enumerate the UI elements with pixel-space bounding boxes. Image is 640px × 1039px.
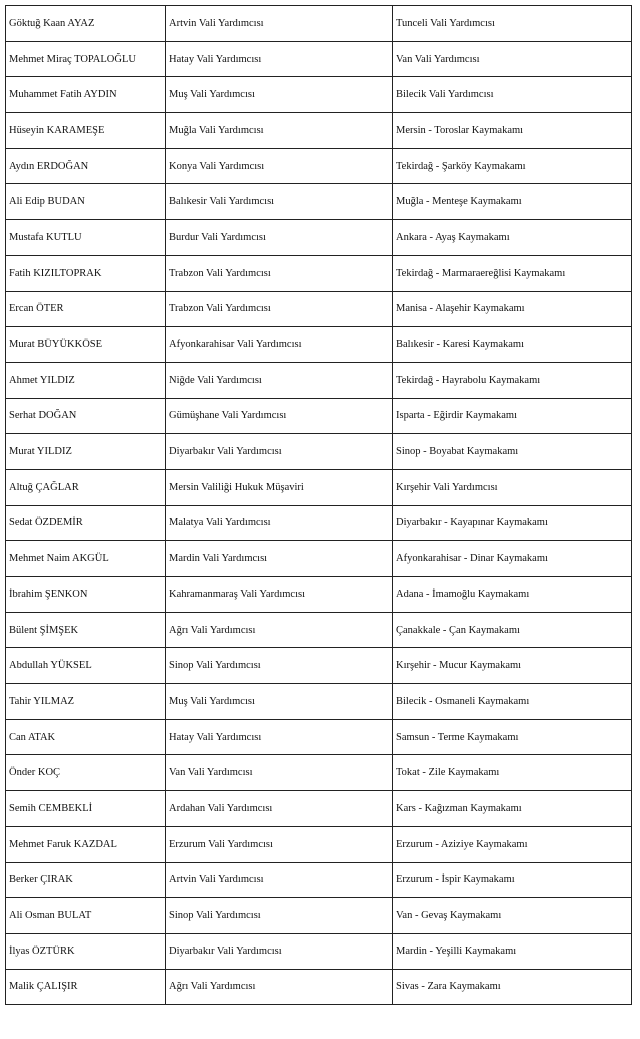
person-name-cell: Önder KOÇ (6, 755, 166, 791)
previous-post-cell: Hatay Vali Yardımcısı (166, 41, 393, 77)
previous-post-cell: Burdur Vali Yardımcısı (166, 220, 393, 256)
table-row (6, 41, 632, 77)
table-row (6, 755, 632, 791)
new-post-cell: Manisa - Alaşehir Kaymakamı (393, 291, 632, 327)
table-row (6, 862, 632, 898)
table-row (6, 505, 632, 541)
new-post-cell: Tokat - Zile Kaymakamı (393, 755, 632, 791)
new-post-cell: Van - Gevaş Kaymakamı (393, 898, 632, 934)
table-row (6, 648, 632, 684)
table-row (6, 220, 632, 256)
person-name-cell: Mehmet Naim AKGÜL (6, 541, 166, 577)
person-name-cell: Mehmet Miraç TOPALOĞLU (6, 41, 166, 77)
table-row (6, 255, 632, 291)
table-row (6, 113, 632, 149)
person-name-cell: Aydın ERDOĞAN (6, 148, 166, 184)
person-name-cell: Hüseyin KARAMEŞE (6, 113, 166, 149)
new-post-cell: Adana - İmamoğlu Kaymakamı (393, 577, 632, 613)
person-name-cell: Bülent ŞİMŞEK (6, 612, 166, 648)
previous-post-cell: Artvin Vali Yardımcısı (166, 6, 393, 42)
new-post-cell: Mardin - Yeşilli Kaymakamı (393, 933, 632, 969)
table-row (6, 77, 632, 113)
previous-post-cell: Mardin Vali Yardımcısı (166, 541, 393, 577)
previous-post-cell: Erzurum Vali Yardımcısı (166, 826, 393, 862)
appointments-table-body (6, 6, 632, 1005)
previous-post-cell: Ağrı Vali Yardımcısı (166, 969, 393, 1005)
person-name-cell: Abdullah YÜKSEL (6, 648, 166, 684)
appointments-table (5, 5, 632, 1005)
person-name-cell: Serhat DOĞAN (6, 398, 166, 434)
table-row (6, 577, 632, 613)
previous-post-cell: Muş Vali Yardımcısı (166, 77, 393, 113)
table-row (6, 969, 632, 1005)
table-row (6, 327, 632, 363)
person-name-cell: Tahir YILMAZ (6, 684, 166, 720)
table-row (6, 362, 632, 398)
table-row (6, 148, 632, 184)
new-post-cell: Ankara - Ayaş Kaymakamı (393, 220, 632, 256)
person-name-cell: Murat BÜYÜKKÖSE (6, 327, 166, 363)
person-name-cell: Semih CEMBEKLİ (6, 791, 166, 827)
new-post-cell: Sivas - Zara Kaymakamı (393, 969, 632, 1005)
previous-post-cell: Malatya Vali Yardımcısı (166, 505, 393, 541)
person-name-cell: Ercan ÖTER (6, 291, 166, 327)
new-post-cell: Sinop - Boyabat Kaymakamı (393, 434, 632, 470)
new-post-cell: Van Vali Yardımcısı (393, 41, 632, 77)
table-row (6, 684, 632, 720)
person-name-cell: Fatih KIZILTOPRAK (6, 255, 166, 291)
person-name-cell: İlyas ÖZTÜRK (6, 933, 166, 969)
person-name-cell: Ali Osman BULAT (6, 898, 166, 934)
previous-post-cell: Sinop Vali Yardımcısı (166, 648, 393, 684)
person-name-cell: Göktuğ Kaan AYAZ (6, 6, 166, 42)
new-post-cell: Bilecik Vali Yardımcısı (393, 77, 632, 113)
new-post-cell: Bilecik - Osmaneli Kaymakamı (393, 684, 632, 720)
previous-post-cell: Niğde Vali Yardımcısı (166, 362, 393, 398)
new-post-cell: Isparta - Eğirdir Kaymakamı (393, 398, 632, 434)
table-row (6, 398, 632, 434)
table-row (6, 826, 632, 862)
person-name-cell: Can ATAK (6, 719, 166, 755)
previous-post-cell: Konya Vali Yardımcısı (166, 148, 393, 184)
new-post-cell: Kırşehir - Mucur Kaymakamı (393, 648, 632, 684)
table-row (6, 791, 632, 827)
new-post-cell: Balıkesir - Karesi Kaymakamı (393, 327, 632, 363)
table-row (6, 6, 632, 42)
previous-post-cell: Trabzon Vali Yardımcısı (166, 255, 393, 291)
previous-post-cell: Gümüşhane Vali Yardımcısı (166, 398, 393, 434)
previous-post-cell: Muş Vali Yardımcısı (166, 684, 393, 720)
previous-post-cell: Ağrı Vali Yardımcısı (166, 612, 393, 648)
new-post-cell: Erzurum - İspir Kaymakamı (393, 862, 632, 898)
table-row (6, 612, 632, 648)
table-row (6, 898, 632, 934)
person-name-cell: Berker ÇIRAK (6, 862, 166, 898)
new-post-cell: Samsun - Terme Kaymakamı (393, 719, 632, 755)
new-post-cell: Muğla - Menteşe Kaymakamı (393, 184, 632, 220)
new-post-cell: Kars - Kağızman Kaymakamı (393, 791, 632, 827)
person-name-cell: Mehmet Faruk KAZDAL (6, 826, 166, 862)
table-row (6, 184, 632, 220)
previous-post-cell: Sinop Vali Yardımcısı (166, 898, 393, 934)
table-row (6, 291, 632, 327)
new-post-cell: Kırşehir Vali Yardımcısı (393, 469, 632, 505)
previous-post-cell: Mersin Valiliği Hukuk Müşaviri (166, 469, 393, 505)
person-name-cell: Sedat ÖZDEMİR (6, 505, 166, 541)
previous-post-cell: Artvin Vali Yardımcısı (166, 862, 393, 898)
new-post-cell: Erzurum - Aziziye Kaymakamı (393, 826, 632, 862)
table-row (6, 434, 632, 470)
table-row (6, 933, 632, 969)
new-post-cell: Mersin - Toroslar Kaymakamı (393, 113, 632, 149)
previous-post-cell: Hatay Vali Yardımcısı (166, 719, 393, 755)
table-row (6, 719, 632, 755)
previous-post-cell: Trabzon Vali Yardımcısı (166, 291, 393, 327)
new-post-cell: Tekirdağ - Marmaraereğlisi Kaymakamı (393, 255, 632, 291)
previous-post-cell: Afyonkarahisar Vali Yardımcısı (166, 327, 393, 363)
new-post-cell: Çanakkale - Çan Kaymakamı (393, 612, 632, 648)
table-row (6, 469, 632, 505)
previous-post-cell: Balıkesir Vali Yardımcısı (166, 184, 393, 220)
new-post-cell: Tekirdağ - Hayrabolu Kaymakamı (393, 362, 632, 398)
person-name-cell: Altuğ ÇAĞLAR (6, 469, 166, 505)
person-name-cell: Malik ÇALIŞIR (6, 969, 166, 1005)
person-name-cell: Ahmet YILDIZ (6, 362, 166, 398)
table-row (6, 541, 632, 577)
person-name-cell: Muhammet Fatih AYDIN (6, 77, 166, 113)
person-name-cell: Murat YILDIZ (6, 434, 166, 470)
person-name-cell: İbrahim ŞENKON (6, 577, 166, 613)
previous-post-cell: Diyarbakır Vali Yardımcısı (166, 933, 393, 969)
previous-post-cell: Van Vali Yardımcısı (166, 755, 393, 791)
new-post-cell: Afyonkarahisar - Dinar Kaymakamı (393, 541, 632, 577)
new-post-cell: Diyarbakır - Kayapınar Kaymakamı (393, 505, 632, 541)
person-name-cell: Mustafa KUTLU (6, 220, 166, 256)
previous-post-cell: Kahramanmaraş Vali Yardımcısı (166, 577, 393, 613)
person-name-cell: Ali Edip BUDAN (6, 184, 166, 220)
new-post-cell: Tunceli Vali Yardımcısı (393, 6, 632, 42)
previous-post-cell: Diyarbakır Vali Yardımcısı (166, 434, 393, 470)
previous-post-cell: Muğla Vali Yardımcısı (166, 113, 393, 149)
previous-post-cell: Ardahan Vali Yardımcısı (166, 791, 393, 827)
new-post-cell: Tekirdağ - Şarköy Kaymakamı (393, 148, 632, 184)
